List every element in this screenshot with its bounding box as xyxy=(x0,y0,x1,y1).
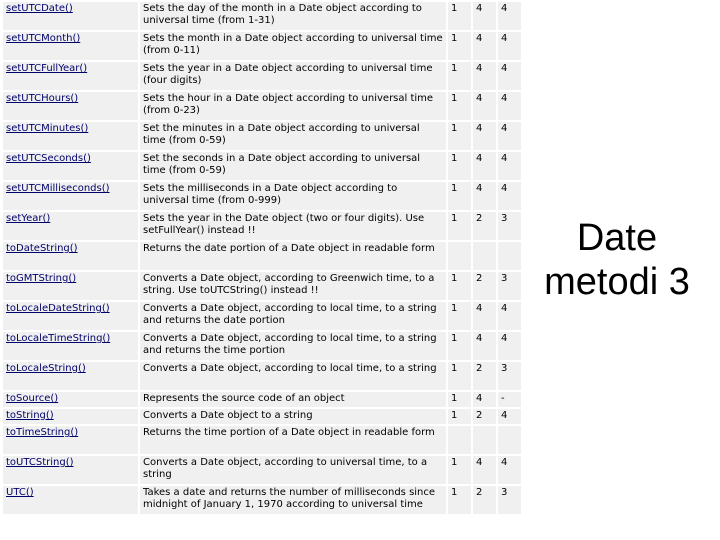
method-link[interactable]: setUTCHours() xyxy=(6,93,79,104)
method-cell xyxy=(3,122,138,150)
compat-cell-1: 1 xyxy=(448,92,471,120)
description-cell: Converts a Date object, according to local time, to a string and returns the time portion xyxy=(140,332,446,360)
compat-cell-1: 1 xyxy=(448,212,471,240)
description-cell: Returns the date portion of a Date object in readable form xyxy=(140,242,446,270)
table-row xyxy=(3,456,521,484)
table-row xyxy=(3,122,521,150)
compat-cell-2: 2 xyxy=(473,272,496,300)
compat-cell-1 xyxy=(448,426,471,454)
table-row xyxy=(3,332,521,360)
compat-cell-2: 4 xyxy=(473,182,496,210)
table-row xyxy=(3,486,521,514)
table-row xyxy=(3,182,521,210)
method-link[interactable]: setUTCSeconds() xyxy=(6,153,91,164)
compat-cell-1: 1 xyxy=(448,362,471,390)
compat-cell-3 xyxy=(498,426,521,454)
compat-cell-2: 4 xyxy=(473,332,496,360)
table-row xyxy=(3,62,521,90)
compat-cell-1: 1 xyxy=(448,302,471,330)
compat-cell-3: 4 xyxy=(498,456,521,484)
compat-cell-3: 4 xyxy=(498,62,521,90)
compat-cell-1: 1 xyxy=(448,409,471,424)
method-cell xyxy=(3,456,138,484)
compat-cell-2: 2 xyxy=(473,409,496,424)
method-cell xyxy=(3,409,138,424)
compat-cell-1: 1 xyxy=(448,332,471,360)
table-row xyxy=(3,32,521,60)
table-row xyxy=(3,2,521,30)
description-cell: Sets the hour in a Date object according to universal time (from 0-23) xyxy=(140,92,446,120)
slide-title xyxy=(522,216,712,304)
date-methods-table xyxy=(1,0,523,516)
compat-cell-1: 1 xyxy=(448,392,471,407)
method-cell xyxy=(3,62,138,90)
compat-cell-1: 1 xyxy=(448,456,471,484)
date-methods-table-body xyxy=(3,2,521,514)
description-cell: Sets the year in a Date object according to universal time (four digits) xyxy=(140,62,446,90)
method-cell xyxy=(3,152,138,180)
description-cell: Returns the time portion of a Date object in readable form xyxy=(140,426,446,454)
compat-cell-1 xyxy=(448,242,471,270)
method-cell xyxy=(3,362,138,390)
table-row xyxy=(3,302,521,330)
compat-cell-3: 3 xyxy=(498,212,521,240)
compat-cell-3: 4 xyxy=(498,182,521,210)
method-link[interactable]: toLocaleTimeString() xyxy=(6,333,111,344)
compat-cell-1: 1 xyxy=(448,152,471,180)
compat-cell-3: 4 xyxy=(498,152,521,180)
description-cell: Represents the source code of an object xyxy=(140,392,446,407)
compat-cell-2: 4 xyxy=(473,456,496,484)
slide-title-line-2: metodi 3 xyxy=(544,261,690,303)
table-row xyxy=(3,409,521,424)
description-cell: Takes a date and returns the number of milliseconds since midnight of January 1, 1970 according to universal time xyxy=(140,486,446,514)
compat-cell-1: 1 xyxy=(448,32,471,60)
compat-cell-3: - xyxy=(498,392,521,407)
compat-cell-2: 4 xyxy=(473,122,496,150)
compat-cell-2: 2 xyxy=(473,362,496,390)
compat-cell-1: 1 xyxy=(448,182,471,210)
method-cell xyxy=(3,242,138,270)
method-cell xyxy=(3,272,138,300)
description-cell: Converts a Date object, according to Greenwich time, to a string. Use toUTCString() instead !! xyxy=(140,272,446,300)
table-row xyxy=(3,92,521,120)
compat-cell-2: 2 xyxy=(473,486,496,514)
compat-cell-3: 4 xyxy=(498,32,521,60)
method-cell xyxy=(3,332,138,360)
compat-cell-2: 4 xyxy=(473,392,496,407)
compat-cell-2 xyxy=(473,242,496,270)
method-cell xyxy=(3,182,138,210)
description-cell: Set the minutes in a Date object according to universal time (from 0-59) xyxy=(140,122,446,150)
description-cell: Sets the year in the Date object (two or four digits). Use setFullYear() instead !! xyxy=(140,212,446,240)
method-link[interactable]: setUTCDate() xyxy=(6,3,73,14)
table-row xyxy=(3,152,521,180)
method-link[interactable]: toUTCString() xyxy=(6,457,74,468)
method-link[interactable]: toGMTString() xyxy=(6,273,77,284)
method-link[interactable]: toLocaleDateString() xyxy=(6,303,110,314)
compat-cell-2: 2 xyxy=(473,212,496,240)
method-link[interactable]: setUTCMinutes() xyxy=(6,123,89,134)
compat-cell-3: 4 xyxy=(498,332,521,360)
compat-cell-3: 4 xyxy=(498,122,521,150)
slide-title-line-1: Date xyxy=(576,217,658,259)
compat-cell-3: 3 xyxy=(498,486,521,514)
method-cell xyxy=(3,92,138,120)
description-cell: Sets the milliseconds in a Date object according to universal time (from 0-999) xyxy=(140,182,446,210)
method-cell xyxy=(3,426,138,454)
compat-cell-1: 1 xyxy=(448,486,471,514)
table-row xyxy=(3,212,521,240)
method-link[interactable]: toLocaleString() xyxy=(6,363,86,374)
method-cell xyxy=(3,302,138,330)
compat-cell-3: 3 xyxy=(498,362,521,390)
compat-cell-2: 4 xyxy=(473,62,496,90)
method-cell xyxy=(3,212,138,240)
table-row xyxy=(3,242,521,270)
compat-cell-3: 4 xyxy=(498,92,521,120)
compat-cell-2 xyxy=(473,426,496,454)
method-link[interactable]: setUTCMonth() xyxy=(6,33,81,44)
method-cell xyxy=(3,392,138,407)
compat-cell-3: 4 xyxy=(498,302,521,330)
compat-cell-2: 4 xyxy=(473,2,496,30)
description-cell: Converts a Date object to a string xyxy=(140,409,446,424)
compat-cell-2: 4 xyxy=(473,152,496,180)
compat-cell-3: 4 xyxy=(498,2,521,30)
description-cell: Converts a Date object, according to universal time, to a string xyxy=(140,456,446,484)
method-link[interactable]: setYear() xyxy=(6,213,51,224)
compat-cell-3: 4 xyxy=(498,409,521,424)
table-row xyxy=(3,362,521,390)
method-link[interactable]: toTimeString() xyxy=(6,427,79,438)
compat-cell-3: 3 xyxy=(498,272,521,300)
method-link[interactable]: setUTCFullYear() xyxy=(6,63,88,74)
compat-cell-1: 1 xyxy=(448,62,471,90)
method-link[interactable]: toSource() xyxy=(6,393,59,404)
description-cell: Converts a Date object, according to local time, to a string and returns the date portion xyxy=(140,302,446,330)
compat-cell-1: 1 xyxy=(448,122,471,150)
method-link[interactable]: toDateString() xyxy=(6,243,78,254)
compat-cell-2: 4 xyxy=(473,32,496,60)
method-cell xyxy=(3,486,138,514)
method-link[interactable]: setUTCMilliseconds() xyxy=(6,183,110,194)
table-row xyxy=(3,272,521,300)
method-link[interactable]: UTC() xyxy=(6,487,34,498)
compat-cell-1: 1 xyxy=(448,2,471,30)
method-cell xyxy=(3,32,138,60)
compat-cell-1: 1 xyxy=(448,272,471,300)
table-row xyxy=(3,392,521,407)
compat-cell-3 xyxy=(498,242,521,270)
description-cell: Sets the day of the month in a Date object according to universal time (from 1-31) xyxy=(140,2,446,30)
table-row xyxy=(3,426,521,454)
compat-cell-2: 4 xyxy=(473,302,496,330)
method-cell xyxy=(3,2,138,30)
method-link[interactable]: toString() xyxy=(6,410,54,421)
description-cell: Sets the month in a Date object according to universal time (from 0-11) xyxy=(140,32,446,60)
compat-cell-2: 4 xyxy=(473,92,496,120)
description-cell: Converts a Date object, according to local time, to a string xyxy=(140,362,446,390)
description-cell: Set the seconds in a Date object according to universal time (from 0-59) xyxy=(140,152,446,180)
